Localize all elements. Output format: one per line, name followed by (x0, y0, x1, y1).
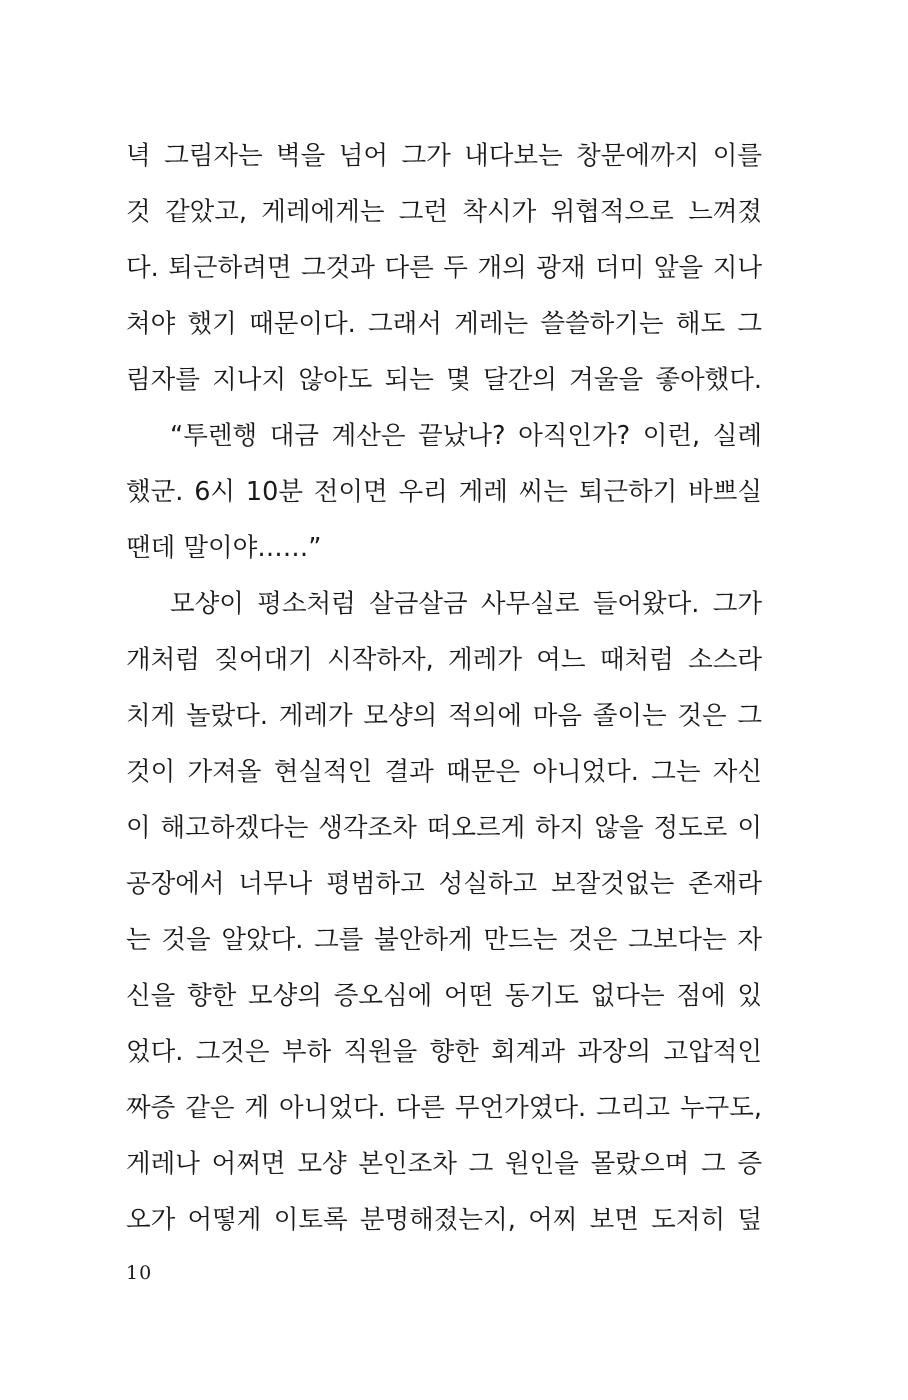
text-line: 것 같았고, 게레에게는 그런 착시가 위협적으로 느껴졌 (126, 197, 762, 227)
page-number: 10 (126, 1262, 153, 1284)
text-line: 었다. 그것은 부하 직원을 향한 회계과 과장의 고압적인 (126, 1037, 762, 1067)
text-line: 림자를 지나지 않아도 되는 몇 달간의 겨울을 좋아했다. (126, 365, 762, 395)
text-line: 게레나 어쩌면 모샹 본인조차 그 원인을 몰랐으며 그 증 (126, 1149, 762, 1179)
text-line: 신을 향한 모샹의 증오심에 어떤 동기도 없다는 점에 있 (126, 981, 762, 1011)
text-line: 했군. 6시 10분 전이면 우리 게레 씨는 퇴근하기 바쁘실 (126, 477, 762, 507)
text-line: 것이 가져올 현실적인 결과 때문은 아니었다. 그는 자신 (126, 757, 762, 787)
text-line: 땐데 말이야……” (126, 533, 322, 563)
body-text (126, 128, 762, 1248)
text-line: 녁 그림자는 벽을 넘어 그가 내다보는 창문에까지 이를 (126, 141, 762, 171)
text-line: 다. 퇴근하려면 그것과 다른 두 개의 광재 더미 앞을 지나 (126, 253, 762, 283)
text-line: 모샹이 평소처럼 살금살금 사무실로 들어왔다. 그가 (170, 589, 762, 619)
text-line: 개처럼 짖어대기 시작하자, 게레가 여느 때처럼 소스라 (126, 645, 762, 675)
text-line: 짜증 같은 게 아니었다. 다른 무언가였다. 그리고 누구도, (126, 1093, 762, 1123)
text-line: 치게 놀랐다. 게레가 모샹의 적의에 마음 졸이는 것은 그 (126, 701, 762, 731)
text-line: 는 것을 알았다. 그를 불안하게 만드는 것은 그보다는 자 (126, 925, 762, 955)
text-line: 오가 어떻게 이토록 분명해졌는지, 어찌 보면 도저히 덮 (126, 1205, 762, 1235)
text-line: 쳐야 했기 때문이다. 그래서 게레는 쓸쓸하기는 해도 그 (126, 309, 762, 339)
text-line: 이 해고하겠다는 생각조차 떠오르게 하지 않을 정도로 이 (126, 813, 762, 843)
text-line: 공장에서 너무나 평범하고 성실하고 보잘것없는 존재라 (126, 869, 762, 899)
text-line: “투렌행 대금 계산은 끝났나? 아직인가? 이런, 실례 (170, 421, 762, 451)
